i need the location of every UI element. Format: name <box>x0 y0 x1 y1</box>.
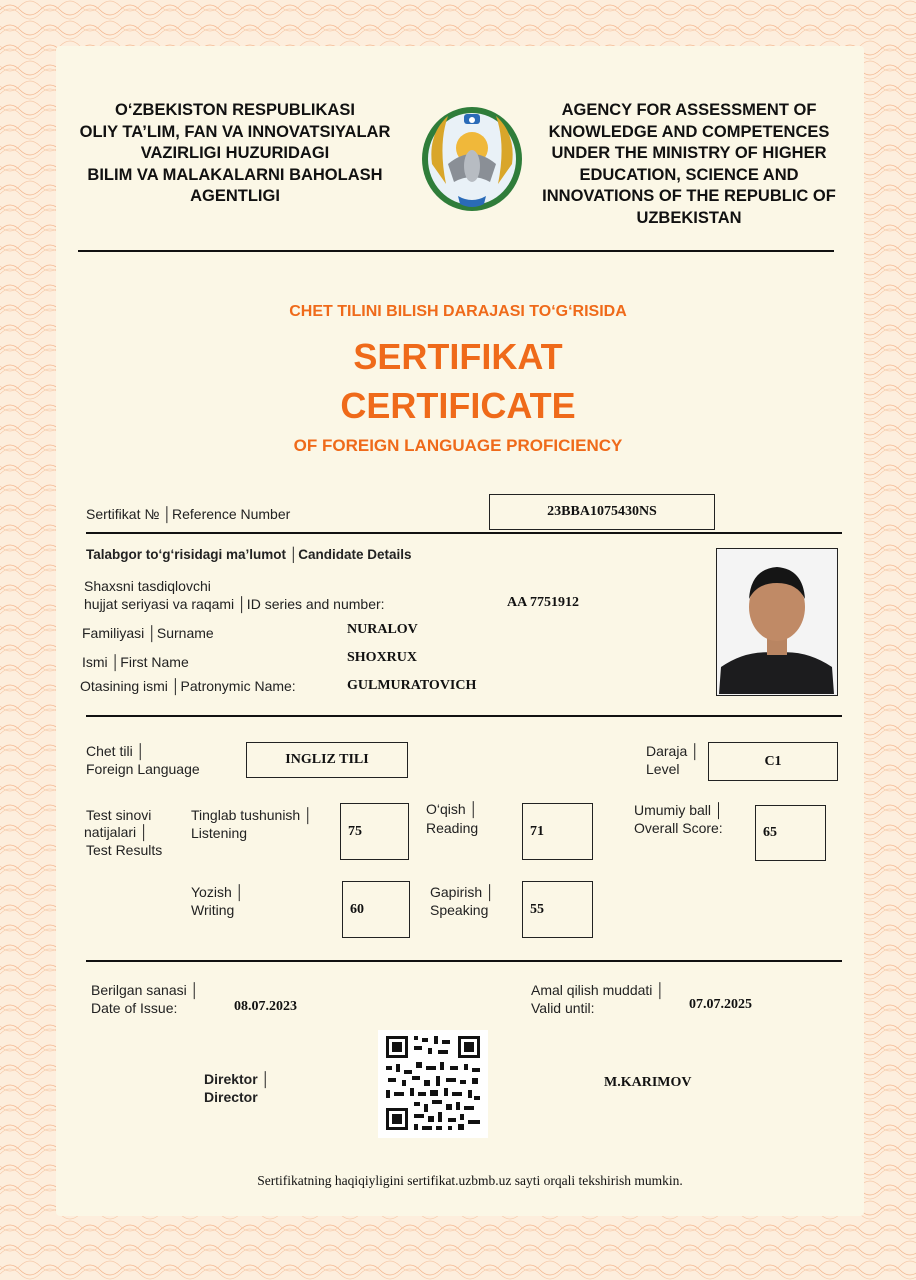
listening-label-1: Tinglab tushunish │ <box>191 807 313 823</box>
speaking-label-1: Gapirish │ <box>430 884 495 900</box>
reference-number-box: 23BBA1075430NS <box>489 494 715 530</box>
id-value: AA 7751912 <box>507 595 579 610</box>
listening-label-2: Listening <box>191 825 248 841</box>
pretitle: CHET TILINI BILISH DARAJASI TO‘G‘RISIDA <box>289 303 627 320</box>
header-right-line: KNOWLEDGE AND COMPETENCES <box>548 122 830 141</box>
verification-note: Sertifikatning haqiqiyligini sertifikat.uzbmb.uz sayti orqali tekshirish mumkin. <box>257 1173 683 1188</box>
overall-label-2: Overall Score: <box>634 820 723 836</box>
divider-reference <box>86 532 842 534</box>
person-silhouette-icon <box>717 549 836 694</box>
issue-label-2: Date of Issue: <box>91 1000 178 1016</box>
valid-date-value: 07.07.2025 <box>689 997 752 1012</box>
results-label-2: natijalari │ <box>84 824 149 840</box>
id-label-line2: hujjat seriyasi va raqami │ID series and number: <box>84 596 385 612</box>
firstname-value: SHOXRUX <box>347 650 418 665</box>
writing-label-1: Yozish │ <box>191 884 245 900</box>
speaking-score-box: 55 <box>522 881 593 938</box>
candidate-section-title: Talabgor to‘g‘risidagi ma’lumot │Candidate Details <box>86 547 412 562</box>
writing-score-box: 60 <box>342 881 410 938</box>
id-label-line1: Shaxsni tasdiqlovchi <box>84 578 211 594</box>
results-label-1: Test sinovi <box>86 807 152 823</box>
header-left-line: O‘ZBEKISTON RESPUBLIKASI <box>115 101 355 119</box>
reading-label-1: O‘qish │ <box>426 801 479 817</box>
issue-date-value: 08.07.2023 <box>234 999 297 1014</box>
header-left <box>62 100 408 208</box>
director-label-1: Direktor │ <box>204 1071 271 1087</box>
header-left-line: OLIY TA’LIM, FAN VA INNOVATSIYALAR <box>79 122 391 141</box>
patronymic-value: GULMURATOVICH <box>347 678 477 693</box>
results-label-3: Test Results <box>86 842 163 858</box>
level-label-1: Daraja │ <box>646 743 700 759</box>
header-right-line: EDUCATION, SCIENCE AND <box>579 165 799 184</box>
header-left-line: VAZIRLIGI HUZURIDAGI <box>140 144 330 162</box>
level-value-box: C1 <box>708 742 838 781</box>
valid-label-1: Amal qilish muddati │ <box>531 982 666 998</box>
valid-label-2: Valid until: <box>531 1000 595 1016</box>
language-label-2: Foreign Language <box>86 761 200 777</box>
language-label-1: Chet tili │ <box>86 743 146 759</box>
divider-results <box>86 960 842 962</box>
header-right-line: AGENCY FOR ASSESSMENT OF <box>561 101 817 119</box>
title-sertifikat: SERTIFIKAT <box>353 336 563 377</box>
director-name: M.KARIMOV <box>604 1075 692 1090</box>
title-certificate: CERTIFICATE <box>340 385 576 426</box>
listening-score-box: 75 <box>340 803 409 860</box>
header-right-line: UZBEKISTAN <box>636 208 742 227</box>
surname-value: NURALOV <box>347 622 418 637</box>
header-right-line: INNOVATIONS OF THE REPUBLIC OF <box>542 187 836 205</box>
candidate-photo <box>716 548 838 696</box>
surname-label: Familiyasi │Surname <box>82 625 214 641</box>
firstname-label: Ismi │First Name <box>82 654 189 670</box>
reading-label-2: Reading <box>426 820 479 836</box>
speaking-label-2: Speaking <box>430 902 489 918</box>
state-emblem-icon <box>418 104 526 214</box>
level-label-2: Level <box>646 761 680 777</box>
header-left-line: AGENTLIGI <box>190 187 280 205</box>
patronymic-label: Otasining ismi │Patronymic Name: <box>80 678 296 694</box>
header-divider <box>78 250 834 252</box>
language-value-box: INGLIZ TILI <box>246 742 408 778</box>
reading-score-box: 71 <box>522 803 593 860</box>
director-label-2: Director <box>204 1089 258 1105</box>
header-right-line: UNDER THE MINISTRY OF HIGHER <box>551 144 827 162</box>
qr-code-icon[interactable] <box>378 1030 488 1138</box>
divider-candidate <box>86 715 842 717</box>
writing-label-2: Writing <box>191 902 235 918</box>
overall-label-1: Umumiy ball │ <box>634 802 724 818</box>
subtitle: OF FOREIGN LANGUAGE PROFICIENCY <box>293 436 623 455</box>
overall-score-box: 65 <box>755 805 826 861</box>
header-left-line: BILIM VA MALAKALARNI BAHOLASH <box>87 165 383 184</box>
header-right <box>530 100 848 229</box>
issue-label-1: Berilgan sanasi │ <box>91 982 200 998</box>
reference-label: Sertifikat № │Reference Number <box>86 506 291 522</box>
